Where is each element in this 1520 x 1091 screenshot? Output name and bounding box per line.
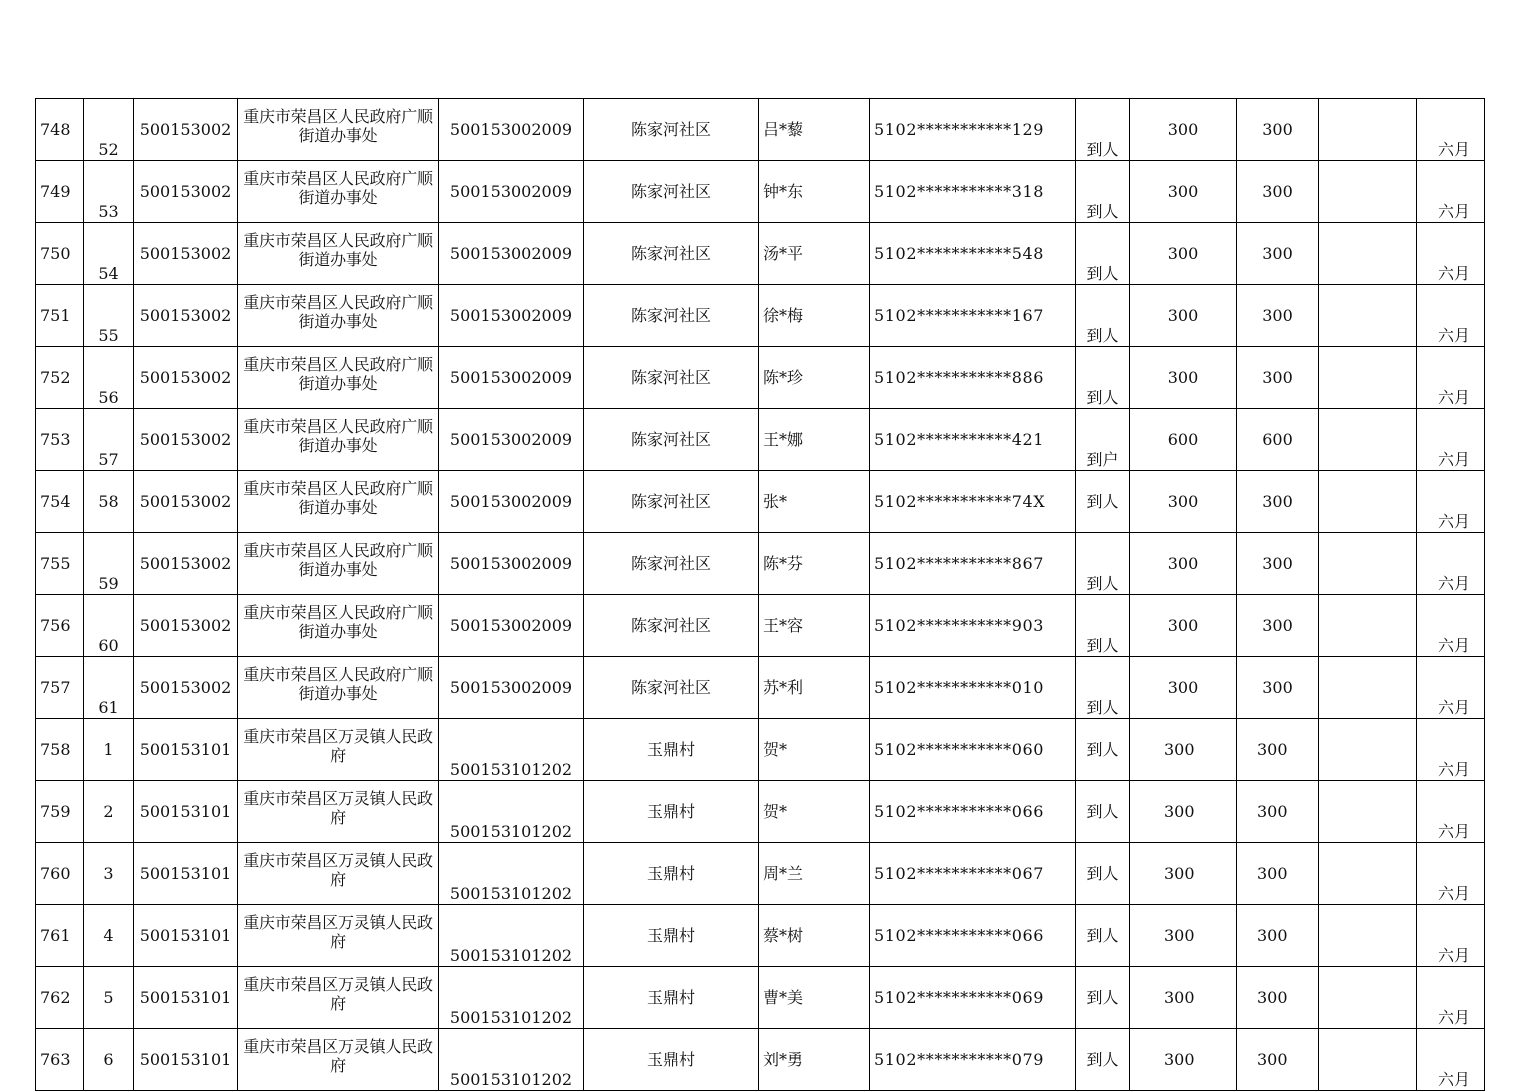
cell-note <box>1319 471 1417 533</box>
cell-org-code: 500153002 <box>134 657 238 719</box>
cell-village-code: 500153002009 <box>439 223 584 285</box>
cell-village-name: 陈家河社区 <box>584 285 759 347</box>
cell-amount: 300 <box>1130 657 1237 719</box>
cell-org-code: 500153002 <box>134 595 238 657</box>
cell-amount-total: 300 <box>1237 719 1319 781</box>
cell-note <box>1319 657 1417 719</box>
cell-org-code: 500153101 <box>134 719 238 781</box>
cell-amount-total: 300 <box>1237 781 1319 843</box>
cell-id-number: 5102***********74X <box>870 471 1076 533</box>
cell-note <box>1319 161 1417 223</box>
cell-person-name: 张* <box>759 471 870 533</box>
cell-payment-type: 到人 <box>1076 781 1130 843</box>
cell-village-code: 500153002009 <box>439 471 584 533</box>
cell-payment-type: 到人 <box>1076 223 1130 285</box>
cell-org-code: 500153002 <box>134 471 238 533</box>
cell-payment-type: 到人 <box>1076 843 1130 905</box>
cell-org-code: 500153101 <box>134 905 238 967</box>
cell-payment-type: 到户 <box>1076 409 1130 471</box>
cell-sub-index: 5 <box>84 967 134 1029</box>
cell-seq: 748 <box>36 99 84 161</box>
cell-village-code: 500153002009 <box>439 285 584 347</box>
cell-note <box>1319 843 1417 905</box>
cell-month: 六月 <box>1417 533 1485 595</box>
cell-amount-total: 300 <box>1237 967 1319 1029</box>
cell-org-code: 500153002 <box>134 161 238 223</box>
cell-org-name: 重庆市荣昌区万灵镇人民政府 <box>238 781 439 843</box>
table-row <box>36 533 1485 595</box>
cell-id-number: 5102***********069 <box>870 967 1076 1029</box>
cell-sub-index: 53 <box>84 161 134 223</box>
cell-org-name: 重庆市荣昌区人民政府广顺街道办事处 <box>238 285 439 347</box>
cell-seq: 757 <box>36 657 84 719</box>
cell-village-name: 玉鼎村 <box>584 781 759 843</box>
cell-org-code: 500153101 <box>134 967 238 1029</box>
cell-note <box>1319 99 1417 161</box>
cell-sub-index: 2 <box>84 781 134 843</box>
cell-org-code: 500153101 <box>134 1029 238 1091</box>
cell-person-name: 钟*东 <box>759 161 870 223</box>
table-row <box>36 347 1485 409</box>
cell-person-name: 苏*利 <box>759 657 870 719</box>
cell-sub-index: 55 <box>84 285 134 347</box>
cell-village-code: 500153101202 <box>439 905 584 967</box>
cell-month: 六月 <box>1417 781 1485 843</box>
cell-village-name: 陈家河社区 <box>584 161 759 223</box>
cell-month: 六月 <box>1417 223 1485 285</box>
table-row <box>36 781 1485 843</box>
cell-sub-index: 59 <box>84 533 134 595</box>
cell-seq: 760 <box>36 843 84 905</box>
cell-org-name: 重庆市荣昌区人民政府广顺街道办事处 <box>238 223 439 285</box>
cell-org-code: 500153002 <box>134 533 238 595</box>
cell-village-name: 陈家河社区 <box>584 595 759 657</box>
cell-id-number: 5102***********867 <box>870 533 1076 595</box>
cell-village-code: 500153101202 <box>439 843 584 905</box>
cell-month: 六月 <box>1417 719 1485 781</box>
cell-org-code: 500153101 <box>134 843 238 905</box>
cell-id-number: 5102***********421 <box>870 409 1076 471</box>
cell-org-name: 重庆市荣昌区人民政府广顺街道办事处 <box>238 99 439 161</box>
cell-seq: 756 <box>36 595 84 657</box>
cell-id-number: 5102***********010 <box>870 657 1076 719</box>
cell-id-number: 5102***********066 <box>870 781 1076 843</box>
cell-month: 六月 <box>1417 905 1485 967</box>
cell-month: 六月 <box>1417 471 1485 533</box>
cell-payment-type: 到人 <box>1076 99 1130 161</box>
cell-payment-type: 到人 <box>1076 285 1130 347</box>
cell-amount-total: 300 <box>1237 223 1319 285</box>
cell-seq: 749 <box>36 161 84 223</box>
cell-person-name: 曹*美 <box>759 967 870 1029</box>
cell-org-name: 重庆市荣昌区万灵镇人民政府 <box>238 719 439 781</box>
cell-id-number: 5102***********060 <box>870 719 1076 781</box>
cell-seq: 761 <box>36 905 84 967</box>
cell-org-name: 重庆市荣昌区万灵镇人民政府 <box>238 967 439 1029</box>
cell-sub-index: 6 <box>84 1029 134 1091</box>
cell-note <box>1319 595 1417 657</box>
cell-sub-index: 60 <box>84 595 134 657</box>
cell-month: 六月 <box>1417 347 1485 409</box>
cell-amount-total: 300 <box>1237 471 1319 533</box>
cell-org-code: 500153002 <box>134 99 238 161</box>
cell-payment-type: 到人 <box>1076 533 1130 595</box>
cell-note <box>1319 409 1417 471</box>
cell-note <box>1319 347 1417 409</box>
cell-person-name: 王*娜 <box>759 409 870 471</box>
cell-org-name: 重庆市荣昌区万灵镇人民政府 <box>238 905 439 967</box>
cell-seq: 758 <box>36 719 84 781</box>
table-row <box>36 99 1485 161</box>
cell-org-name: 重庆市荣昌区人民政府广顺街道办事处 <box>238 595 439 657</box>
table-row <box>36 285 1485 347</box>
cell-org-name: 重庆市荣昌区人民政府广顺街道办事处 <box>238 161 439 223</box>
cell-sub-index: 4 <box>84 905 134 967</box>
table-row <box>36 595 1485 657</box>
cell-amount-total: 300 <box>1237 161 1319 223</box>
table-row <box>36 223 1485 285</box>
cell-village-code: 500153002009 <box>439 409 584 471</box>
table-row <box>36 161 1485 223</box>
data-table <box>35 98 1485 1091</box>
cell-payment-type: 到人 <box>1076 657 1130 719</box>
cell-village-code: 500153101202 <box>439 1029 584 1091</box>
table-row <box>36 719 1485 781</box>
cell-amount: 600 <box>1130 409 1237 471</box>
cell-month: 六月 <box>1417 161 1485 223</box>
table-row <box>36 843 1485 905</box>
cell-amount: 300 <box>1130 347 1237 409</box>
cell-seq: 762 <box>36 967 84 1029</box>
cell-note <box>1319 285 1417 347</box>
cell-id-number: 5102***********548 <box>870 223 1076 285</box>
cell-village-code: 500153101202 <box>439 781 584 843</box>
cell-month: 六月 <box>1417 285 1485 347</box>
cell-village-name: 玉鼎村 <box>584 843 759 905</box>
cell-amount-total: 300 <box>1237 533 1319 595</box>
cell-seq: 759 <box>36 781 84 843</box>
cell-seq: 755 <box>36 533 84 595</box>
cell-org-name: 重庆市荣昌区万灵镇人民政府 <box>238 1029 439 1091</box>
cell-village-name: 陈家河社区 <box>584 347 759 409</box>
cell-seq: 750 <box>36 223 84 285</box>
cell-amount-total: 300 <box>1237 843 1319 905</box>
cell-person-name: 周*兰 <box>759 843 870 905</box>
table-row <box>36 657 1485 719</box>
cell-village-name: 陈家河社区 <box>584 471 759 533</box>
cell-amount: 300 <box>1130 1029 1237 1091</box>
table-row <box>36 1029 1485 1091</box>
cell-id-number: 5102***********079 <box>870 1029 1076 1091</box>
cell-note <box>1319 967 1417 1029</box>
cell-org-name: 重庆市荣昌区人民政府广顺街道办事处 <box>238 533 439 595</box>
cell-seq: 751 <box>36 285 84 347</box>
cell-seq: 752 <box>36 347 84 409</box>
cell-village-name: 玉鼎村 <box>584 719 759 781</box>
cell-sub-index: 58 <box>84 471 134 533</box>
cell-payment-type: 到人 <box>1076 905 1130 967</box>
cell-amount-total: 300 <box>1237 657 1319 719</box>
cell-id-number: 5102***********886 <box>870 347 1076 409</box>
cell-amount: 300 <box>1130 967 1237 1029</box>
cell-amount-total: 300 <box>1237 595 1319 657</box>
cell-org-code: 500153002 <box>134 347 238 409</box>
cell-org-code: 500153101 <box>134 781 238 843</box>
cell-payment-type: 到人 <box>1076 347 1130 409</box>
cell-sub-index: 57 <box>84 409 134 471</box>
cell-person-name: 刘*勇 <box>759 1029 870 1091</box>
cell-person-name: 贺* <box>759 781 870 843</box>
cell-payment-type: 到人 <box>1076 161 1130 223</box>
cell-amount-total: 300 <box>1237 285 1319 347</box>
cell-village-name: 玉鼎村 <box>584 967 759 1029</box>
cell-id-number: 5102***********903 <box>870 595 1076 657</box>
cell-org-name: 重庆市荣昌区人民政府广顺街道办事处 <box>238 657 439 719</box>
cell-amount-total: 600 <box>1237 409 1319 471</box>
cell-sub-index: 54 <box>84 223 134 285</box>
cell-org-name: 重庆市荣昌区人民政府广顺街道办事处 <box>238 409 439 471</box>
cell-month: 六月 <box>1417 595 1485 657</box>
cell-village-name: 陈家河社区 <box>584 657 759 719</box>
cell-sub-index: 52 <box>84 99 134 161</box>
cell-amount: 300 <box>1130 223 1237 285</box>
cell-village-code: 500153002009 <box>439 657 584 719</box>
cell-person-name: 徐*梅 <box>759 285 870 347</box>
cell-org-name: 重庆市荣昌区人民政府广顺街道办事处 <box>238 471 439 533</box>
cell-person-name: 贺* <box>759 719 870 781</box>
cell-id-number: 5102***********167 <box>870 285 1076 347</box>
cell-village-name: 陈家河社区 <box>584 223 759 285</box>
cell-amount-total: 300 <box>1237 905 1319 967</box>
cell-seq: 763 <box>36 1029 84 1091</box>
cell-note <box>1319 533 1417 595</box>
cell-note <box>1319 905 1417 967</box>
cell-village-name: 玉鼎村 <box>584 1029 759 1091</box>
cell-org-name: 重庆市荣昌区万灵镇人民政府 <box>238 843 439 905</box>
cell-village-name: 玉鼎村 <box>584 905 759 967</box>
cell-amount-total: 300 <box>1237 1029 1319 1091</box>
cell-note <box>1319 719 1417 781</box>
cell-amount: 300 <box>1130 781 1237 843</box>
cell-person-name: 陈*芬 <box>759 533 870 595</box>
cell-month: 六月 <box>1417 1029 1485 1091</box>
cell-org-code: 500153002 <box>134 223 238 285</box>
cell-org-code: 500153002 <box>134 409 238 471</box>
cell-payment-type: 到人 <box>1076 719 1130 781</box>
cell-payment-type: 到人 <box>1076 1029 1130 1091</box>
cell-payment-type: 到人 <box>1076 967 1130 1029</box>
cell-village-name: 陈家河社区 <box>584 409 759 471</box>
cell-amount: 300 <box>1130 471 1237 533</box>
cell-payment-type: 到人 <box>1076 471 1130 533</box>
table-row <box>36 471 1485 533</box>
cell-month: 六月 <box>1417 99 1485 161</box>
cell-note <box>1319 1029 1417 1091</box>
cell-month: 六月 <box>1417 843 1485 905</box>
cell-note <box>1319 223 1417 285</box>
cell-amount: 300 <box>1130 99 1237 161</box>
cell-seq: 753 <box>36 409 84 471</box>
cell-id-number: 5102***********067 <box>870 843 1076 905</box>
cell-village-code: 500153101202 <box>439 967 584 1029</box>
cell-person-name: 吕*藜 <box>759 99 870 161</box>
cell-amount: 300 <box>1130 533 1237 595</box>
cell-person-name: 王*容 <box>759 595 870 657</box>
cell-person-name: 蔡*树 <box>759 905 870 967</box>
cell-village-code: 500153101202 <box>439 719 584 781</box>
cell-village-code: 500153002009 <box>439 595 584 657</box>
cell-village-name: 陈家河社区 <box>584 533 759 595</box>
cell-amount: 300 <box>1130 285 1237 347</box>
cell-person-name: 陈*珍 <box>759 347 870 409</box>
cell-village-code: 500153002009 <box>439 347 584 409</box>
cell-sub-index: 56 <box>84 347 134 409</box>
cell-id-number: 5102***********066 <box>870 905 1076 967</box>
table-row <box>36 409 1485 471</box>
cell-amount: 300 <box>1130 905 1237 967</box>
cell-id-number: 5102***********318 <box>870 161 1076 223</box>
cell-amount: 300 <box>1130 161 1237 223</box>
cell-amount: 300 <box>1130 719 1237 781</box>
cell-seq: 754 <box>36 471 84 533</box>
cell-org-name: 重庆市荣昌区人民政府广顺街道办事处 <box>238 347 439 409</box>
cell-village-name: 陈家河社区 <box>584 99 759 161</box>
cell-sub-index: 3 <box>84 843 134 905</box>
cell-org-code: 500153002 <box>134 285 238 347</box>
cell-sub-index: 1 <box>84 719 134 781</box>
cell-amount: 300 <box>1130 595 1237 657</box>
cell-amount: 300 <box>1130 843 1237 905</box>
table-row <box>36 905 1485 967</box>
cell-month: 六月 <box>1417 657 1485 719</box>
cell-village-code: 500153002009 <box>439 533 584 595</box>
cell-month: 六月 <box>1417 409 1485 471</box>
cell-note <box>1319 781 1417 843</box>
table-row <box>36 967 1485 1029</box>
table-body <box>36 99 1485 1091</box>
cell-sub-index: 61 <box>84 657 134 719</box>
cell-month: 六月 <box>1417 967 1485 1029</box>
cell-payment-type: 到人 <box>1076 595 1130 657</box>
cell-person-name: 汤*平 <box>759 223 870 285</box>
cell-amount-total: 300 <box>1237 99 1319 161</box>
cell-village-code: 500153002009 <box>439 99 584 161</box>
cell-village-code: 500153002009 <box>439 161 584 223</box>
cell-amount-total: 300 <box>1237 347 1319 409</box>
cell-id-number: 5102***********129 <box>870 99 1076 161</box>
